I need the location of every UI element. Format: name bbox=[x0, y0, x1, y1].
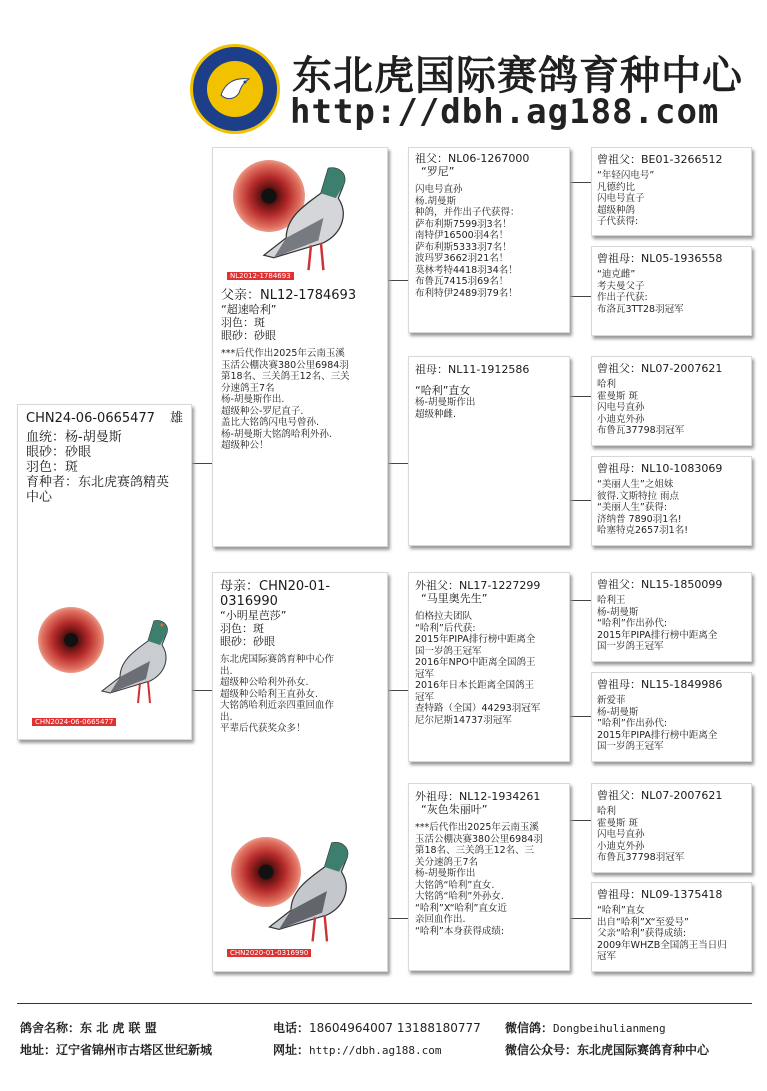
dam-eye: 眼砂：砂眼 bbox=[220, 635, 275, 648]
ggp-label: 曾祖父：NL07-2007621 bbox=[597, 362, 723, 375]
footer-web: 网址：http://dbh.ag188.com bbox=[273, 1043, 442, 1057]
connector bbox=[570, 182, 592, 183]
ggp-label: 曾祖父：NL07-2007621 bbox=[597, 789, 723, 802]
dam-label: 母亲：CHN20-01- bbox=[220, 579, 331, 594]
connector bbox=[570, 716, 592, 717]
connector bbox=[388, 280, 408, 281]
logo bbox=[190, 44, 280, 134]
connector bbox=[570, 500, 592, 501]
photo-ring-tag: NL2012-1784693 bbox=[227, 272, 294, 280]
dam-nickname: “小明星芭莎” bbox=[220, 609, 287, 622]
subject-line: 羽色：斑 bbox=[26, 460, 79, 475]
sire-color: 羽色：斑 bbox=[221, 316, 265, 329]
photo-ring-tag: CHN2020-01-0316990 bbox=[227, 949, 311, 957]
connector bbox=[570, 918, 592, 919]
ggp-label: 曾祖母：NL09-1375418 bbox=[597, 888, 723, 901]
great-grandparent-card bbox=[591, 246, 752, 336]
mgs-label: 外祖父：NL17-1227299 bbox=[415, 579, 541, 592]
paternal-granddam-card bbox=[408, 356, 570, 546]
pgs-notes: 闪电号直孙 杨.胡曼斯 种鸽，并作出子代获得： 萨布利斯7599羽3名！ 南特伊16500羽4名！ 萨布利斯5333羽7名！ 波玛罗3662羽21名！ 莫林考特4418羽34名！ 布鲁瓦7415羽69名！ 布利特伊2489羽79名！ bbox=[415, 184, 520, 299]
sire-card bbox=[212, 147, 388, 547]
header-url[interactable]: http://dbh.ag188.com bbox=[290, 92, 720, 132]
pgd-nickname: “哈利”直女 bbox=[415, 384, 471, 397]
sire-label: 父亲：NL12-1784693 bbox=[221, 288, 357, 303]
sire-eye: 眼砂：砂眼 bbox=[221, 329, 276, 342]
connector bbox=[570, 296, 592, 297]
subject-line: 中心 bbox=[26, 490, 53, 505]
connector bbox=[388, 690, 408, 691]
mgd-notes: ***后代作出2025年云南玉溪 玉活公棚决赛380公里6984羽 第18名、三关鸽王12名、三 关分速鸽王7名 杨-胡曼斯作出 大铭鸽“哈利”直女. 大铭鸽“哈利”外孙女. “哈利”X“哈利”直女近 亲回血作出. “哈利”本身获得成绩: bbox=[415, 822, 543, 937]
photo-ring-tag: CHN2024-06-0665477 bbox=[32, 718, 116, 726]
pigeon-photo bbox=[243, 156, 379, 280]
connector bbox=[388, 918, 408, 919]
subject-card bbox=[17, 404, 192, 740]
footer-address: 地址：辽宁省锦州市古塔区世纪新城 bbox=[20, 1043, 213, 1057]
ggp-label: 曾祖父：BE01-3266512 bbox=[597, 153, 723, 166]
ggp-notes: 新爱菲 杨-胡曼斯 ”哈利”作出孙代: 2015年PIPA排行榜中距离全 国一岁鸽王冠军 bbox=[597, 695, 718, 752]
connector bbox=[192, 463, 212, 464]
pigeon-photo bbox=[249, 831, 381, 951]
footer-public: 微信公众号：东北虎国际赛鸽育种中心 bbox=[505, 1043, 710, 1057]
dam-label-2: 0316990 bbox=[220, 594, 278, 609]
dam-color: 羽色：斑 bbox=[220, 622, 264, 635]
maternal-granddam-card bbox=[408, 783, 570, 971]
mgs-notes: 伯格拉夫团队 “哈利”后代获: 2015年PIPA排行榜中距离全 国一岁鸽王冠军 2016年NPO中距离全国鸽王 冠军 2016年日本长距离全国鸽王 冠军 查特路（全国）44293羽冠军 尼尔尼斯14737羽冠军 bbox=[415, 611, 541, 726]
footer-phone: 电话：18604964007 13188180777 bbox=[273, 1021, 481, 1035]
pgs-label: 祖父：NL06-1267000 bbox=[415, 152, 530, 165]
pgd-notes: 杨-胡曼斯作出 超级种雌. bbox=[415, 397, 476, 420]
footer-address-value: 辽宁省锦州市古塔区世纪新城 bbox=[56, 1043, 213, 1057]
connector bbox=[570, 396, 592, 397]
ggp-label: 曾祖父：NL15-1850099 bbox=[597, 578, 723, 591]
pigeon-photo bbox=[90, 603, 190, 719]
header bbox=[0, 0, 767, 140]
great-grandparent-card bbox=[591, 572, 752, 662]
great-grandparent-card bbox=[591, 456, 752, 546]
footer-divider bbox=[17, 1003, 752, 1004]
mgd-nickname: “灰色朱丽叶” bbox=[421, 803, 488, 816]
mgd-label: 外祖母：NL12-1934261 bbox=[415, 790, 541, 803]
great-grandparent-card bbox=[591, 882, 752, 972]
ggp-notes: “美丽人生”之姐妹 彼得.文斯特拉 雨点 “美丽人生”获得: 济纳普 7890羽1名! 哈塞特克2657羽1名! bbox=[597, 479, 689, 536]
maternal-grandsire-card bbox=[408, 572, 570, 762]
connector bbox=[388, 463, 408, 464]
footer-public-value: 东北虎国际赛鸽育种中心 bbox=[577, 1043, 710, 1057]
ggp-label: 曾祖母：NL05-1936558 bbox=[597, 252, 723, 265]
footer-wechat: 微信鸽：Dongbeihulianmeng bbox=[505, 1021, 666, 1035]
footer-wechat-value: Dongbeihulianmeng bbox=[553, 1022, 666, 1035]
subject-sex: 雄 bbox=[169, 411, 183, 426]
pgs-nickname: “罗尼” bbox=[421, 165, 455, 178]
great-grandparent-card bbox=[591, 356, 752, 446]
ggp-notes: “年轻闪电号” 凡德约比 闪电号直子 超级种鸽 子代获得: bbox=[597, 170, 655, 227]
connector bbox=[570, 820, 592, 821]
subject-line: 育种者：东北虎赛鸽精英 bbox=[26, 475, 170, 490]
ggp-notes: “迪克雌” 考夫曼父子 作出子代获: 布洛瓦3TT28羽冠军 bbox=[597, 269, 684, 315]
footer-loft-value: 东 北 虎 联 盟 bbox=[80, 1021, 157, 1035]
ggp-label: 曾祖母：NL10-1083069 bbox=[597, 462, 723, 475]
dam-card bbox=[212, 572, 388, 972]
ggp-notes: 哈利 霍曼斯 斑 闪电号直孙 小迪克外孙 布鲁瓦37798羽冠军 bbox=[597, 379, 685, 436]
great-grandparent-card bbox=[591, 783, 752, 873]
connector bbox=[192, 690, 212, 691]
pgd-label: 祖母：NL11-1912586 bbox=[415, 363, 530, 376]
ggp-notes: 哈利王 杨-胡曼斯 “哈利”作出孙代: 2015年PIPA排行榜中距离全 国一岁鸽王冠军 bbox=[597, 595, 718, 652]
page-title: 东北虎国际赛鸽育种中心 bbox=[292, 53, 743, 99]
great-grandparent-card bbox=[591, 147, 752, 236]
pigeon-logo-icon bbox=[215, 69, 255, 109]
connector bbox=[570, 600, 592, 601]
ggp-notes: 哈利 霍曼斯 斑 闪电号直孙 小迪克外孙 布鲁瓦37798羽冠军 bbox=[597, 806, 685, 863]
footer-loft: 鸽舍名称：东 北 虎 联 盟 bbox=[20, 1021, 157, 1035]
dam-notes: 东北虎国际赛鸽育种中心作 出. 超级种公哈利外孙女. 超级种公哈利王直孙女. 大铭鸽哈利近亲四重回血作 出. 平辈后代获奖众多！ bbox=[220, 654, 335, 734]
mgs-nickname: “马里奥先生” bbox=[421, 592, 488, 605]
subject-line: 血统：杨-胡曼斯 bbox=[26, 430, 122, 445]
paternal-grandsire-card bbox=[408, 147, 570, 333]
sire-nickname: “超速哈利” bbox=[221, 303, 277, 316]
footer-phone-value[interactable]: 18604964007 13188180777 bbox=[309, 1021, 481, 1035]
footer-web-value[interactable]: http://dbh.ag188.com bbox=[309, 1044, 442, 1057]
sire-notes: ***后代作出2025年云南玉溪 玉活公棚决赛380公里6984羽 第18名、三关鸽王12名、三关 分速鸽王7名 杨-胡曼斯作出. 超级种公-罗尼直子. 盖比大铭鸽闪电号曾孙. 杨-胡曼斯大铭鸽哈利外孙. 超级种公！ bbox=[221, 348, 350, 451]
ggp-notes: “哈利”直女 出自“哈利”X“至爱号” 父亲“哈利”获得成绩: 2009年WHZB全国鸽王当日归 冠军 bbox=[597, 905, 727, 962]
ggp-label: 曾祖母：NL15-1849986 bbox=[597, 678, 723, 691]
great-grandparent-card bbox=[591, 672, 752, 762]
subject-ring: CHN24-06-0665477 bbox=[26, 411, 155, 426]
subject-line: 眼砂：砂眼 bbox=[26, 445, 92, 460]
